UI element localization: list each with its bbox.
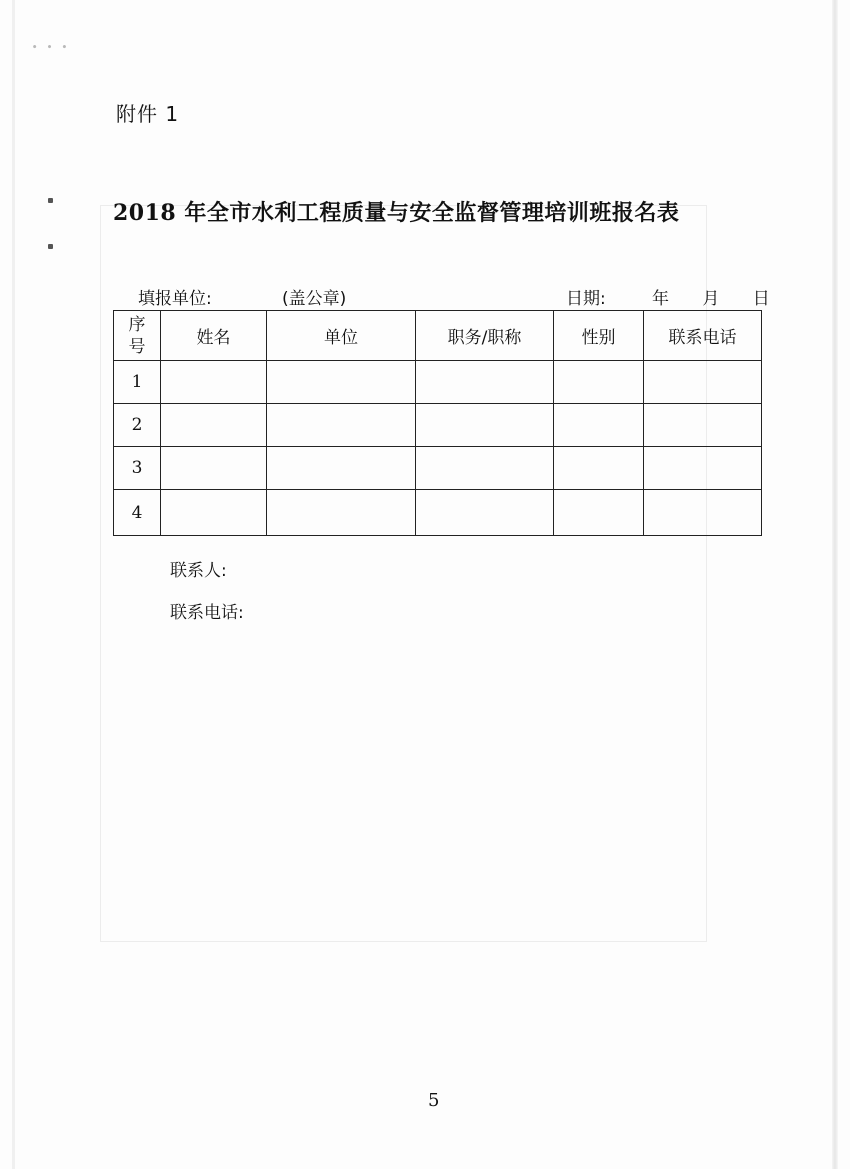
table-row <box>114 447 762 490</box>
title-cell[interactable] <box>416 490 554 536</box>
table-row <box>114 404 762 447</box>
seal-note: (盖公章) <box>282 289 347 309</box>
row-index: 1 <box>114 361 161 404</box>
scan-edge-right <box>832 0 838 1169</box>
row-index: 4 <box>114 490 161 536</box>
gender-cell[interactable] <box>554 490 644 536</box>
unit-cell[interactable] <box>267 404 416 447</box>
unit-cell[interactable] <box>267 490 416 536</box>
binding-mark <box>48 244 53 249</box>
attachment-label: 附件 1 <box>116 102 180 126</box>
date-label: 日期: <box>566 289 606 309</box>
table-row <box>114 361 762 404</box>
fill-unit-label: 填报单位: <box>138 289 212 309</box>
corner-scribble-decoration: ∙ ∙ ∙ <box>32 40 71 53</box>
name-cell[interactable] <box>161 361 267 404</box>
binding-mark <box>48 198 53 203</box>
column-header-seq <box>114 311 161 361</box>
table-header-row <box>114 311 762 361</box>
name-cell[interactable] <box>161 447 267 490</box>
title-cell[interactable] <box>416 447 554 490</box>
row-index: 2 <box>114 404 161 447</box>
column-header-seq-text: 序号 <box>128 314 146 357</box>
contact-person-label: 联系人: <box>170 561 227 581</box>
name-cell[interactable] <box>161 404 267 447</box>
phone-cell[interactable] <box>644 404 762 447</box>
unit-cell[interactable] <box>267 361 416 404</box>
registration-table <box>113 310 762 536</box>
name-cell[interactable] <box>161 490 267 536</box>
column-header-gender: 性别 <box>554 311 644 361</box>
phone-cell[interactable] <box>644 490 762 536</box>
contact-phone-label: 联系电话: <box>170 603 244 623</box>
gender-cell[interactable] <box>554 447 644 490</box>
page-number: 5 <box>428 1090 440 1111</box>
row-index: 3 <box>114 447 161 490</box>
column-header-unit: 单位 <box>267 311 416 361</box>
column-header-title: 职务/职称 <box>416 311 554 361</box>
table-row <box>114 490 762 536</box>
date-year-month-day: 年 月 日 <box>652 289 784 309</box>
title-cell[interactable] <box>416 361 554 404</box>
page-title: 2018 年全市水利工程质量与安全监督管理培训班报名表 <box>113 200 680 226</box>
gender-cell[interactable] <box>554 404 644 447</box>
column-header-phone: 联系电话 <box>644 311 762 361</box>
gender-cell[interactable] <box>554 361 644 404</box>
unit-cell[interactable] <box>267 447 416 490</box>
scan-edge-left <box>12 0 15 1169</box>
column-header-name: 姓名 <box>161 311 267 361</box>
phone-cell[interactable] <box>644 361 762 404</box>
phone-cell[interactable] <box>644 447 762 490</box>
title-cell[interactable] <box>416 404 554 447</box>
